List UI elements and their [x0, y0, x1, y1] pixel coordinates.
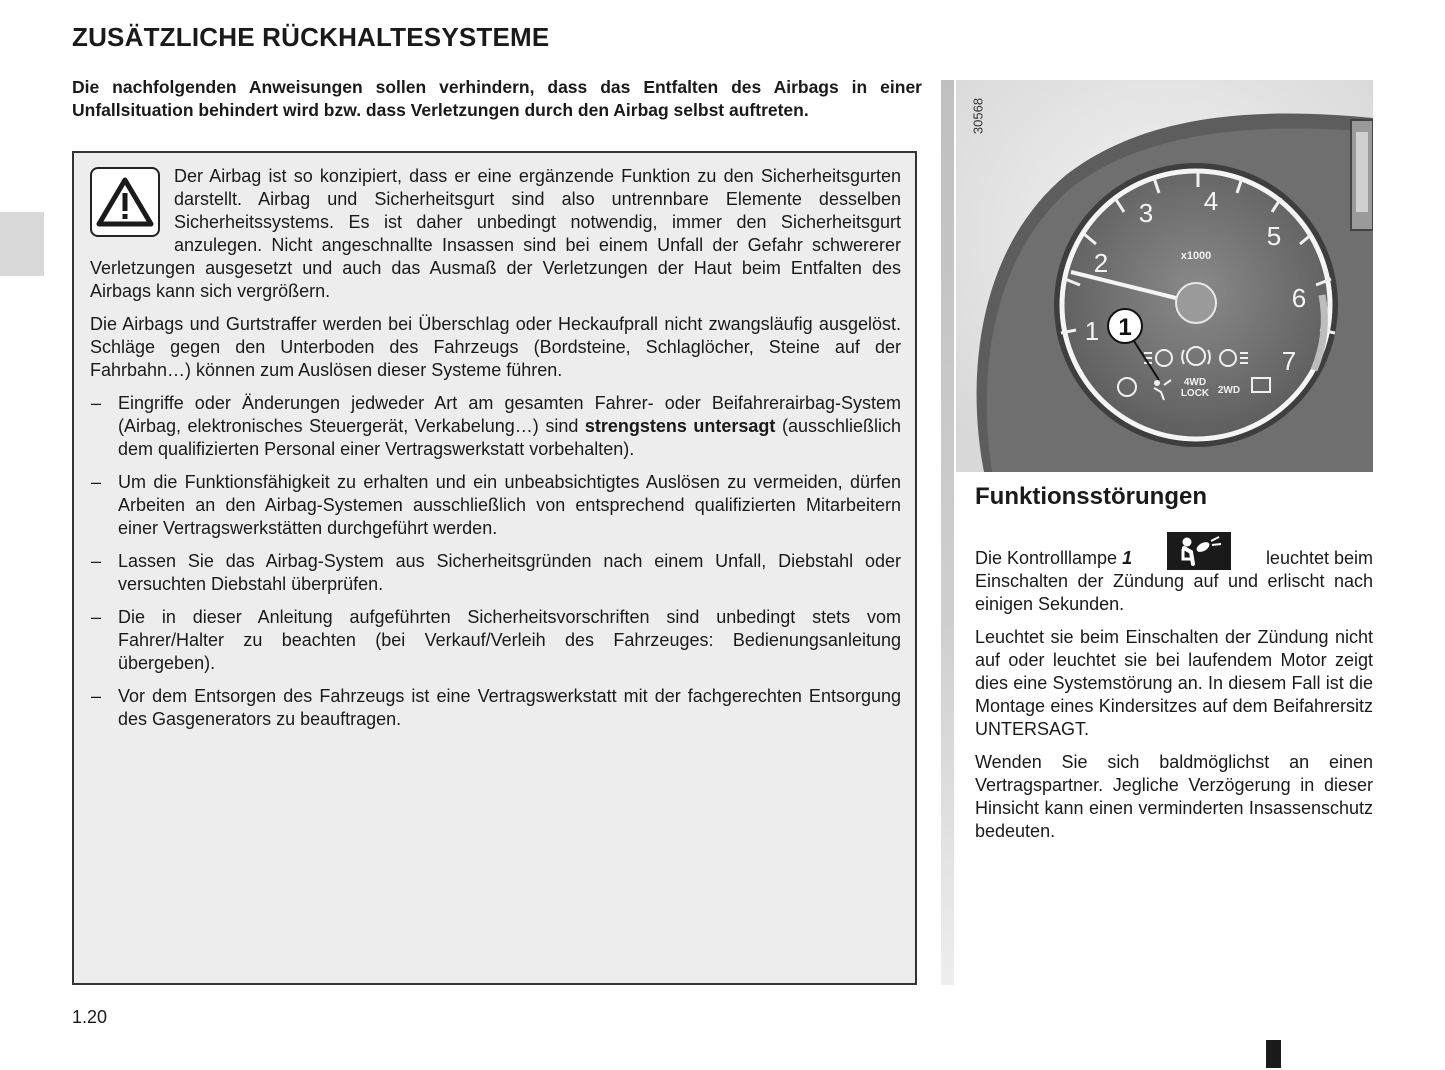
- list-item: – Eingriffe oder Änderungen jedweder Art am gesamten Fahrer- oder Beifahrerairbag-System (Airbag, elektronisches Steuergerät, Verkabelung…) sind strengstens untersagt (ausschließlich dem qualifizierten Personal einer Vertragswerkstatt vorbehalten).: [91, 393, 901, 459]
- right-column: [975, 482, 1373, 853]
- rpm-multiplier: x1000: [1180, 250, 1212, 262]
- lamp-4wd-label: 4WD: [1183, 377, 1207, 388]
- warning-paragraph-2: Die Airbags und Gurtstraffer werden bei Überschlag oder Heckaufprall nicht zwangsläufig ausgelöst. Schläge gegen den Unterboden des Fahrzeugs (Bordsteine, Schlaglöcher, Steine auf der Fahrbahn…) können zum Auslösen dieser Systeme führen.: [90, 314, 901, 380]
- page-title: ZUSÄTZLICHE RÜCKHALTESYSTEME: [72, 22, 550, 52]
- lamp-2wd-label: 2WD: [1217, 385, 1241, 396]
- tick-label-6: 6: [1291, 283, 1307, 313]
- tick-label-3: 3: [1138, 198, 1154, 228]
- lamp-paragraph: Die Kontrolllampe 1 leuchtet beim Einschalten der Zündung auf und erlischt nach einigen Sekunden.: [975, 532, 1373, 616]
- column-divider: [941, 80, 954, 985]
- list-item: – Vor dem Entsorgen des Fahrzeugs ist eine Vertragswerkstatt mit der fachgerechten Entsorgung des Gasgenerators zu beauftragen.: [91, 686, 901, 729]
- figure-code: 30568: [970, 97, 986, 135]
- lamp-lock-label: LOCK: [1180, 388, 1210, 399]
- page-marker: [1266, 1040, 1281, 1068]
- airbag-warning-icon: [1167, 532, 1231, 570]
- intro-text: Die nachfolgenden Anweisungen sollen verhindern, dass das Entfalten des Airbags in einer Unfallsituation behindert wird bzw. dass Verletzungen durch den Airbag selbst auftreten.: [72, 77, 922, 120]
- warning-box: [72, 151, 917, 985]
- tick-label-7: 7: [1281, 346, 1297, 376]
- malfunction-paragraph: Leuchtet sie beim Einschalten der Zündung nicht auf oder leuchtet sie bei laufendem Motor zeigt dies eine Systemstörung an. In diesem Fall ist die Montage eines Kindersitzes auf dem Beifahrersitz UNTERSAGT.: [975, 627, 1373, 739]
- warning-icon: [90, 167, 160, 237]
- tick-label-5: 5: [1266, 221, 1282, 251]
- callout-number: 1: [1118, 314, 1132, 341]
- tick-label-2: 2: [1093, 248, 1109, 278]
- list-item: – Lassen Sie das Airbag-System aus Sicherheitsgründen nach einem Unfall, Diebstahl oder versuchten Diebstahl überprüfen.: [91, 551, 901, 594]
- tick-label-1: 1: [1084, 316, 1100, 346]
- page-number: 1.20: [72, 1007, 108, 1027]
- section-heading: Funktionsstörungen: [975, 483, 1207, 510]
- tick-label-4: 4: [1203, 186, 1219, 216]
- list-item: – Um die Funktionsfähigkeit zu erhalten und ein unbeabsichtigtes Auslösen zu vermeiden, dürfen Arbeiten an den Airbag-Systemen ausschließlich von entsprechend qualifizierten Mitarbeitern einer Vertragswerkstätten durchgeführt werden.: [91, 472, 901, 538]
- list-item: – Die in dieser Anleitung aufgeführten Sicherheitsvorschriften sind unbedingt stets vom Fahrer/Halter zu beachten (bei Verkauf/Verleih des Fahrzeuges: Bedienungsanleitung übergeben).: [91, 607, 901, 673]
- warning-list: [90, 392, 901, 731]
- instrument-cluster-figure: [956, 80, 1373, 472]
- warning-paragraph-1: Der Airbag ist so konzipiert, dass er eine ergänzende Funktion zu den Sicherheitsgurten darstellt. Airbag und Sicherheitsgurt sind also untrennbare Elemente desselben Sicherheitssystems. Es ist daher unbedingt notwendig, immer den Sicherheitsgurt anzulegen. Nicht angeschnallte Insassen sind bei einem Unfall der Gefahr schwererer Verletzungen ausgesetzt und auch das Ausmaß der Verletzungen der Haut beim Entfalten des Airbags kann sich vergrößern.: [90, 166, 901, 301]
- chapter-tab: [0, 212, 44, 276]
- contact-paragraph: Wenden Sie sich baldmöglichst an einen Vertragspartner. Jegliche Verzögerung in dieser Hinsicht kann einen verminderten Insassenschutz bedeuten.: [975, 752, 1373, 841]
